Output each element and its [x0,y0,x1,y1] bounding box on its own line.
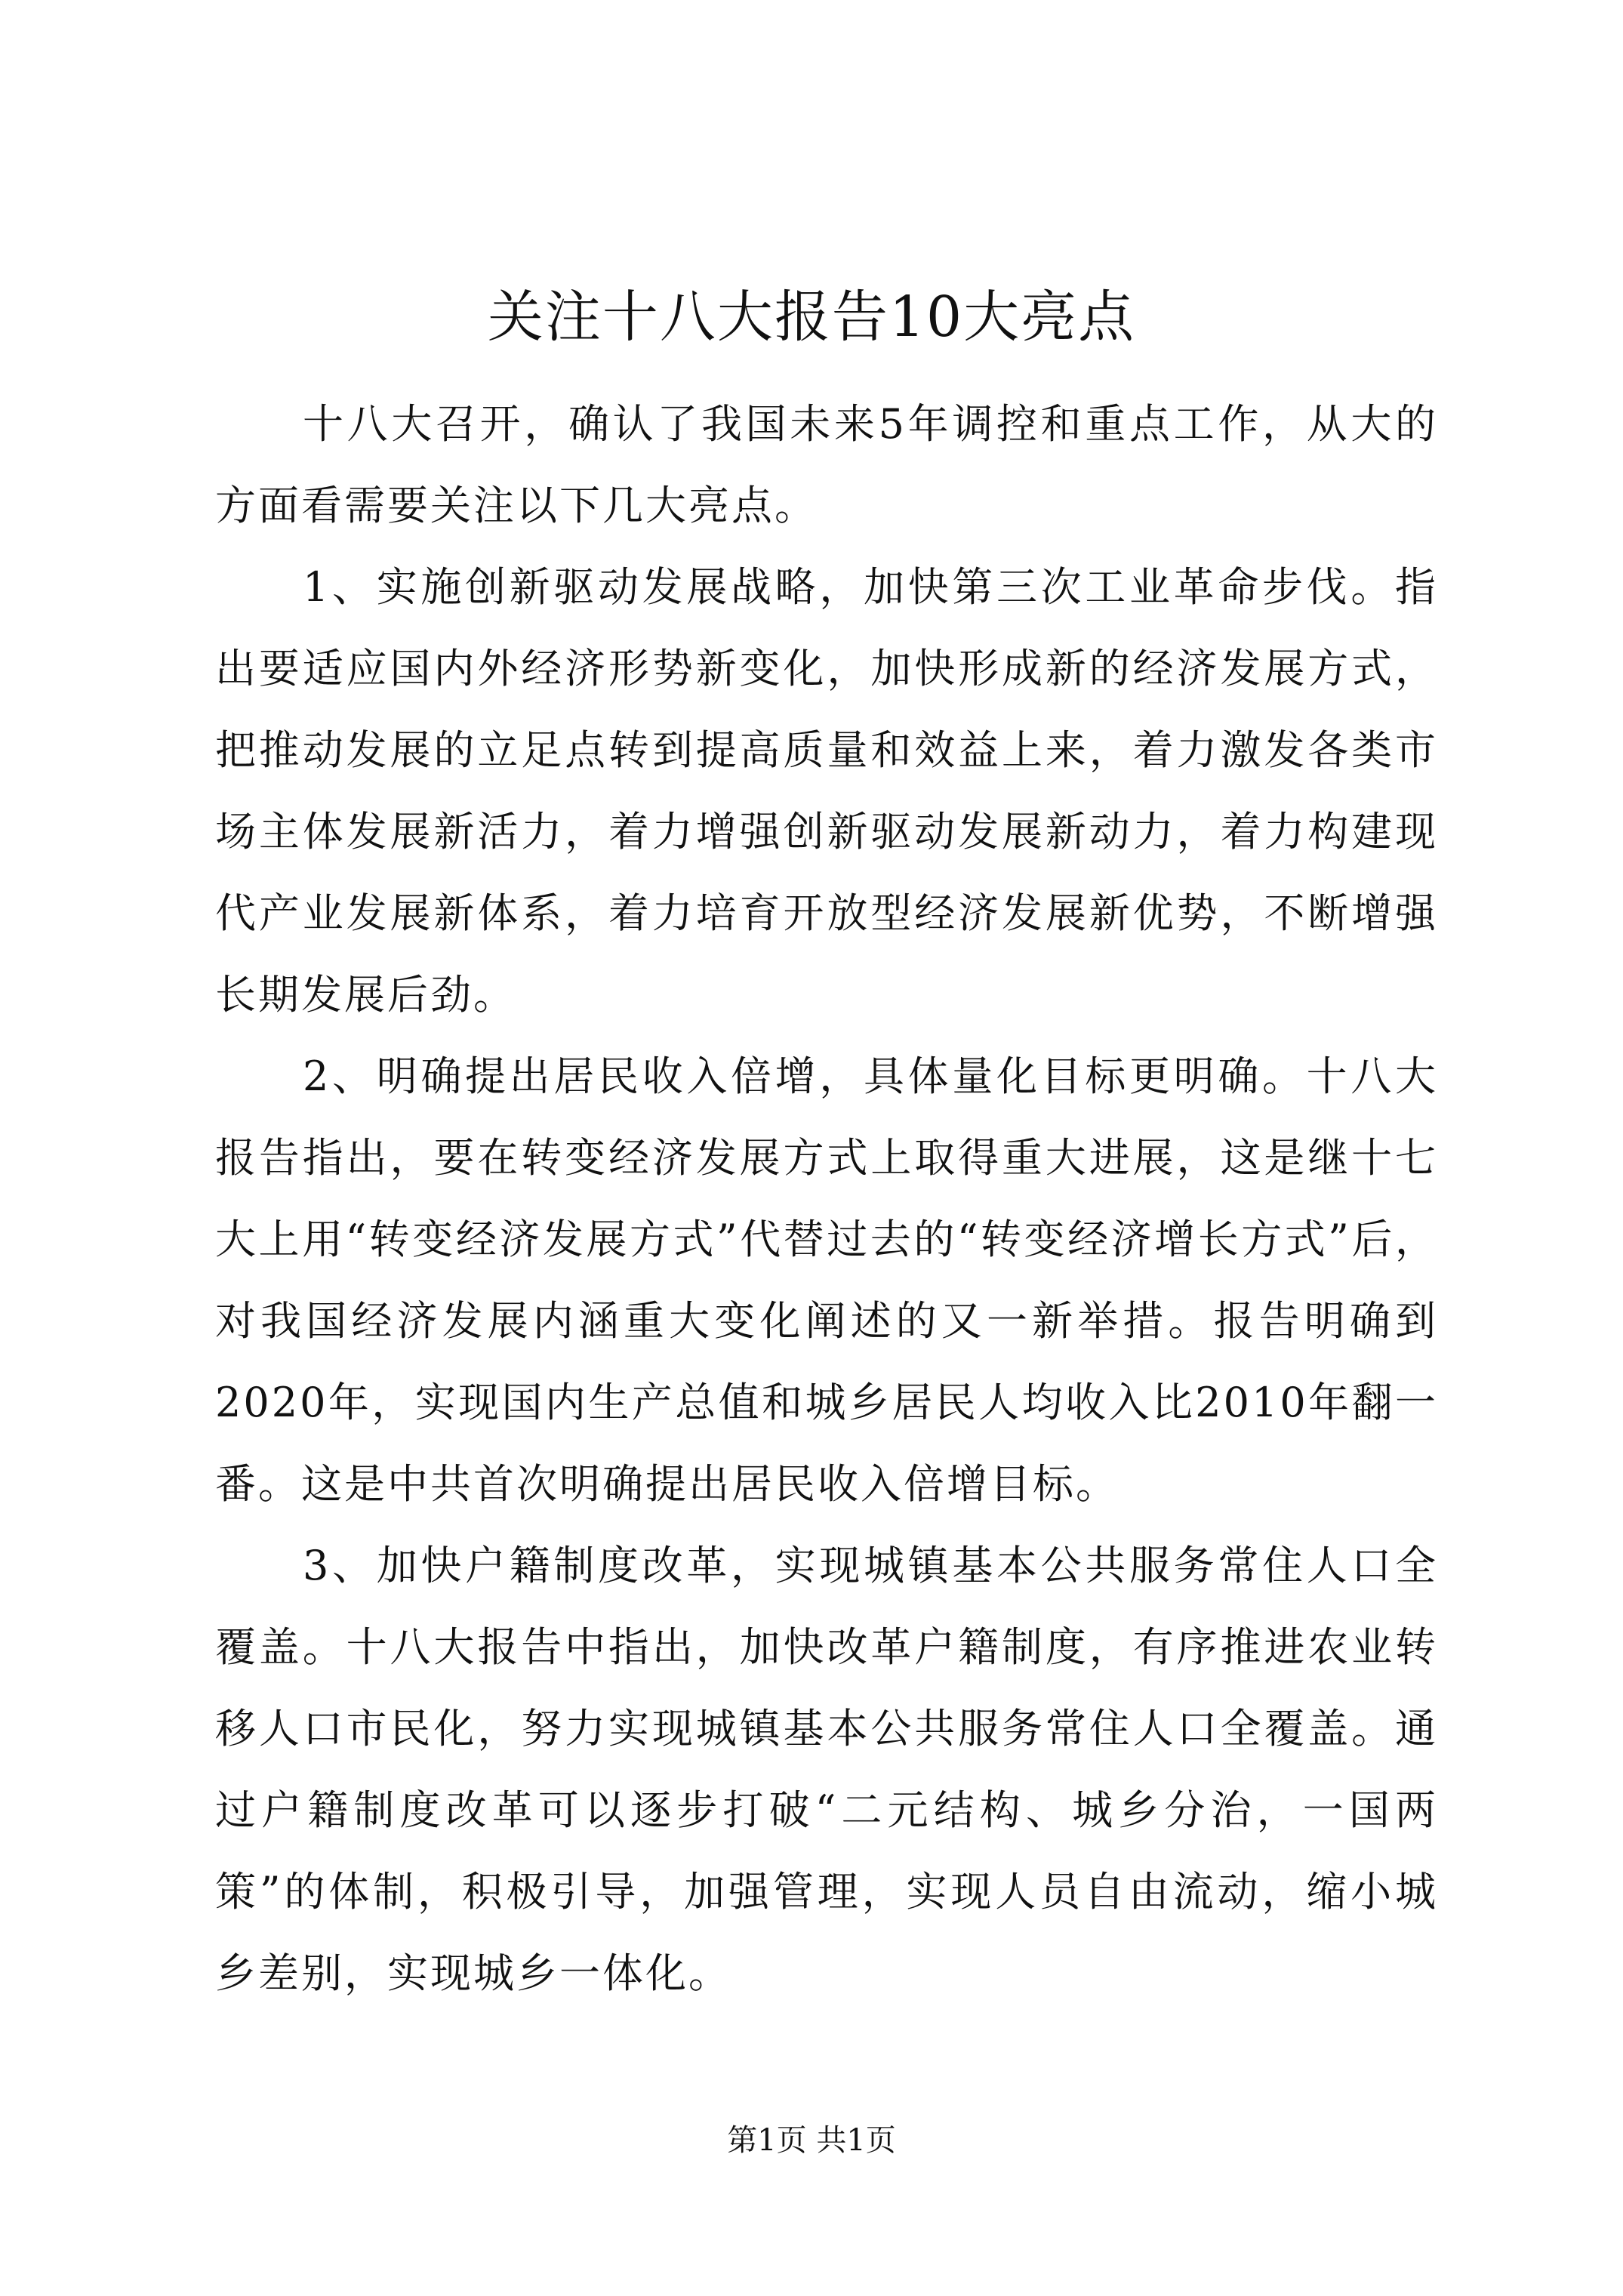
page-number-footer: 第1页 共1页 [727,2123,896,2158]
document-body [215,384,1438,2014]
paragraph-point-3: 3、加快户籍制度改革，实现城镇基本公共服务常住人口全覆盖。十八大报告中指出，加快改革户籍制度，有序推进农业转移人口市民化，努力实现城镇基本公共服务常住人口全覆盖。通过户籍制度改革可以逐步打破“二元结构、城乡分治，一国两策”的体制，积极引导，加强管理，实现人员自由流动，缩小城乡差别，实现城乡一体化。 [215,1542,1438,1997]
document-title: 关注十八大报告10大亮点 [487,285,1136,350]
paragraph-intro: 十八大召开，确认了我国未来5年调控和重点工作，从大的方面看需要关注以下几大亮点。 [215,400,1438,529]
paragraph-point-1: 1、实施创新驱动发展战略，加快第三次工业革命步伐。指出要适应国内外经济形势新变化，加快形成新的经济发展方式，把推动发展的立足点转到提高质量和效益上来，着力激发各类市场主体发展新活力，着力增强创新驱动发展新动力，着力构建现代产业发展新体系，着力培育开放型经济发展新优势，不断增强长期发展后劲。 [215,563,1438,1019]
paragraph-point-2: 2、明确提出居民收入倍增，具体量化目标更明确。十八大报告指出，要在转变经济发展方式上取得重大进展，这是继十七大上用“转变经济发展方式”代替过去的“转变经济增长方式”后，对我国经济发展内涵重大变化阐述的又一新举措。报告明确到2020年，实现国内生产总值和城乡居民人均收入比2010年翻一番。这是中共首次明确提出居民收入倍增目标。 [215,1052,1438,1508]
